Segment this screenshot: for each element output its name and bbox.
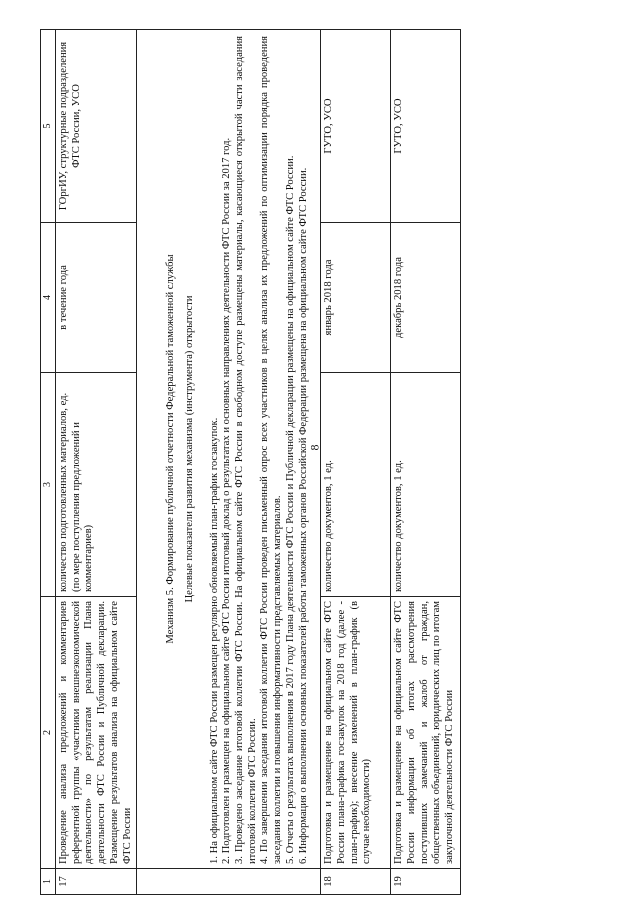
header-col-1: 1: [41, 869, 56, 895]
list-item: 2. Подготовлен и размещен на официальном сайте ФТС России итоговый доклад о результатах и основных направлениях деятельности ФТС России за 2017 год.: [221, 137, 233, 864]
responsible-text: ГУТО, УСО: [391, 30, 461, 223]
section-heading: Механизм 5. Формирование публичной отчетности Федеральной таможенной службы: [165, 254, 177, 644]
rotated-document-page: [40, 30, 600, 895]
measure-text: Подготовка и размещение на официальном сайте ФТС России информации об итогах рассмотрения поступивших замечаний и жалоб от граждан, общественных объединений, юридических лиц по итогам закупочной деятельности ФТС России: [391, 597, 461, 869]
table-header-row: [41, 30, 56, 895]
responsible-text: ГУТО, УСО: [321, 30, 391, 223]
page-number: 8: [307, 444, 322, 451]
responsible-text: ГОргИУ, структурные подразделения ФТС России, УСО: [56, 30, 137, 223]
header-col-5: 5: [41, 30, 56, 223]
measure-text: Подготовка и размещение на официальном сайте ФТС России плана-графика госзакупок на 2018 год (далее - план-график); внесение изменений в план-график (в случае необходимости): [321, 597, 391, 869]
indicator-text: количество документов, 1 ед.: [321, 373, 391, 597]
indicator-text: количество документов, 1 ед.: [391, 373, 461, 597]
list-item: 1. На официальном сайте ФТС России размещен регулярно обновляемый план-график госзакупок.: [208, 417, 220, 864]
deadline-text: в течение года: [56, 223, 137, 373]
list-item: 3. Проведено заседание итоговой коллегии ФТС России. На официальном сайте ФТС России в свободном доступе размещены материалы, касающиеся открытой части заседания итоговой коллегии ФТС России.: [234, 36, 258, 864]
header-col-2: 2: [41, 597, 56, 869]
indicator-text: количество подготовленных материалов, ед. (по мере поступления предложений и комментариев): [56, 373, 137, 597]
header-col-4: 4: [41, 223, 56, 373]
table-row: [321, 30, 391, 895]
list-item: 4. По завершении заседания итоговой коллегии ФТС России проведен письменный опрос всех участников в целях анализа их предложений по оптимизации порядка проведения заседания коллегии и повышения информативности представляемых материалов.: [259, 36, 284, 864]
table-row: [56, 30, 137, 895]
row-number: 18: [321, 869, 391, 895]
list-item: 5. Отчеты о результатах выполнения в 2017 году Плана деятельности ФТС России и Публичной декларации размещены на официальном сайте ФТС России.: [284, 155, 296, 864]
section-num-cell: [137, 869, 321, 895]
row-number: 17: [56, 869, 137, 895]
row-number: 19: [391, 869, 461, 895]
deadline-text: декабрь 2018 года: [391, 223, 461, 373]
measures-table: [40, 29, 461, 895]
indicator-list: [209, 36, 311, 864]
list-item: 6. Информация о выполнении основных показателей работы таможенных органов Российской Федерации размещена на официальном сайте ФТС России.: [297, 167, 309, 864]
table-row: [391, 30, 461, 895]
measure-text: Проведение анализа предложений и комментариев референтной группы «участники внешнеэкономической деятельности» по результатам реализации Плана деятельности ФТС России и Публичной декларации. Размещение результатов анализа на официальном сайте ФТС России: [56, 597, 137, 869]
header-col-3: 3: [41, 373, 56, 597]
section-row: [137, 30, 321, 895]
section-subheading: Целевые показатели развития механизма (инструмента) открытости: [183, 295, 195, 603]
section-cell: [137, 30, 321, 869]
deadline-text: январь 2018 года: [321, 223, 391, 373]
